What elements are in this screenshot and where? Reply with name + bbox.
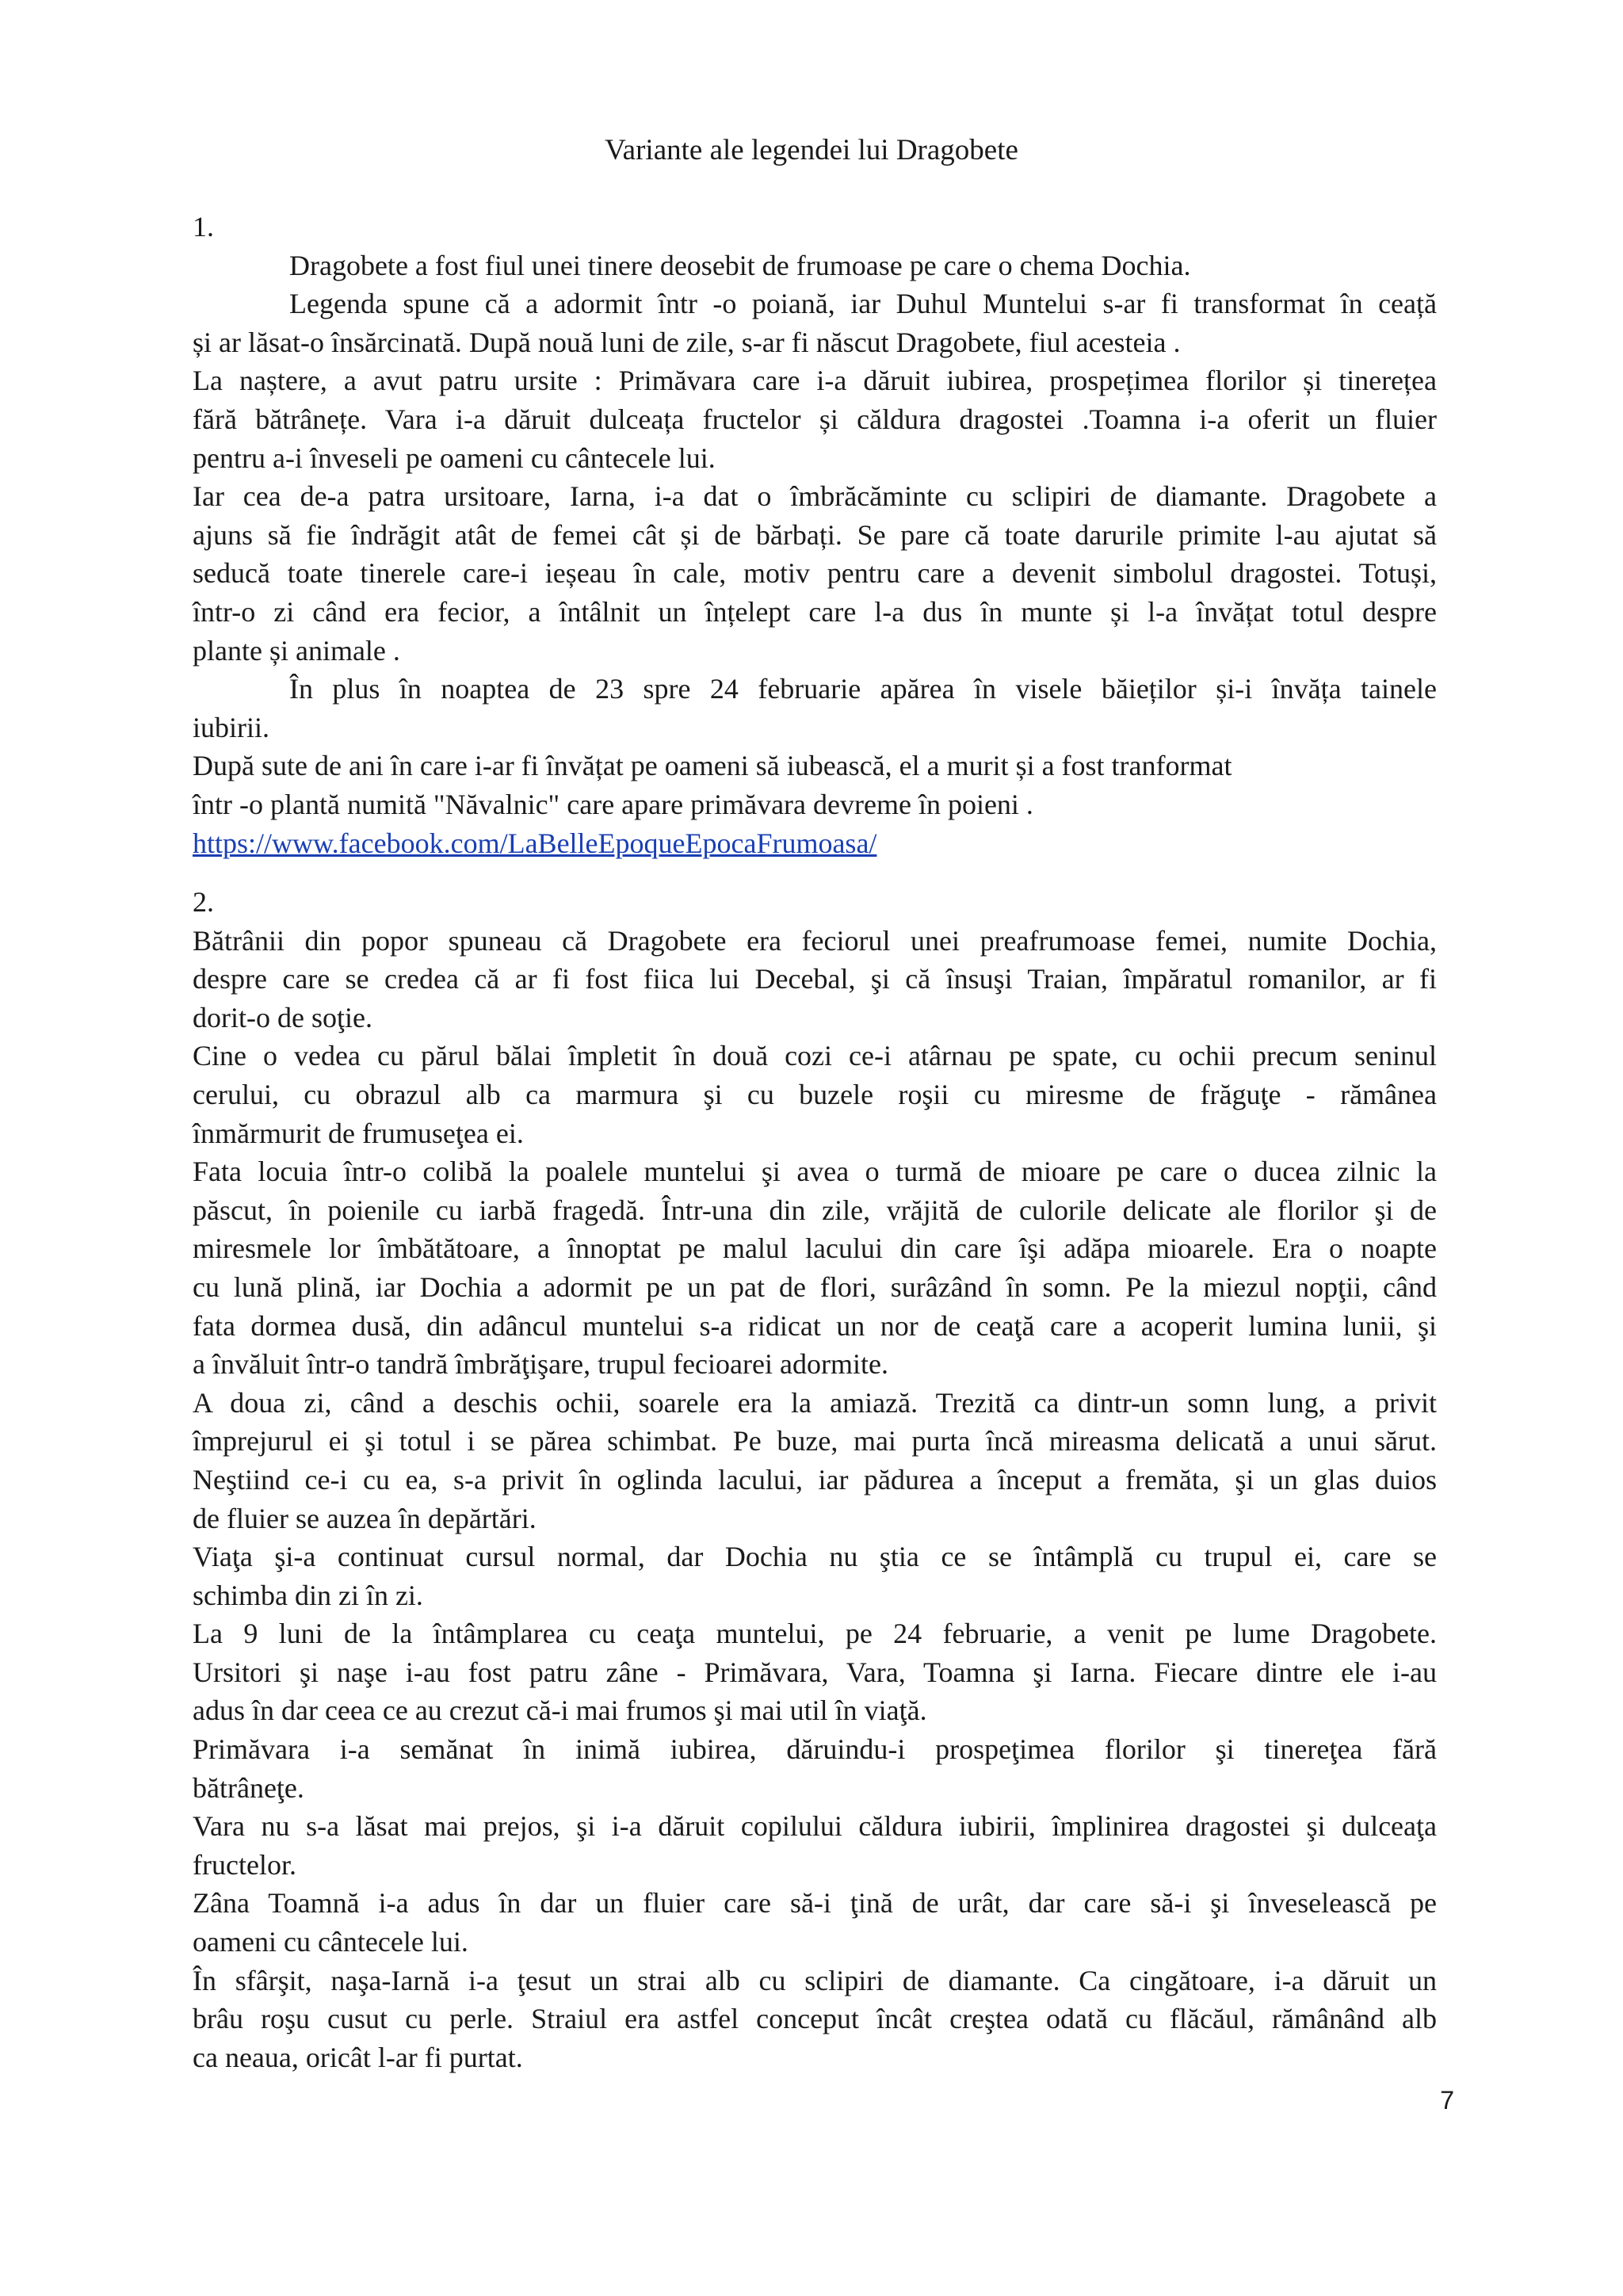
source-link[interactable]: https://www.facebook.com/LaBelleEpoqueEpocaFrumoasa/ [193, 827, 877, 859]
paragraph-line: Vara nu s-a lăsat mai prejos, şi i-a dăruit copilului căldura iubirii, împlinirea dragostei şi dulceaţa [193, 1810, 1437, 1843]
paragraph-line: În plus în noaptea de 23 spre 24 februarie apărea în visele băieților și-i învăța tainele [289, 673, 1437, 705]
paragraph-line: ca neaua, oricât l-ar fi purtat. [193, 2041, 523, 2073]
paragraph-line: fără bătrânețe. Vara i-a dăruit dulceața fructelor și căldura dragostei .Toamna i-a oferit un fluier [193, 403, 1437, 435]
paragraph-line: miresmele lor îmbătătoare, a înnoptat pe malul lacului din care îşi adăpa mioarele. Era o noapte [193, 1232, 1437, 1265]
paragraph-line: A doua zi, când a deschis ochii, soarele era la amiază. Trezită ca dintr-un somn lung, a privit [193, 1386, 1437, 1419]
paragraph-line: seducă toate tinerele care-i ieșeau în cale, motiv pentru care a devenit simbolul dragostei. Totuși, [193, 557, 1437, 590]
paragraph-line: Primăvara i-a semănat în inimă iubirea, dăruindu-i prospeţimea florilor şi tinereţea fără [193, 1733, 1437, 1766]
paragraph-line: Iar cea de-a patra ursitoare, Iarna, i-a dat o îmbrăcăminte cu sclipiri de diamante. Dragobete a [193, 480, 1437, 513]
section-number: 1. [193, 211, 214, 243]
paragraph-line: fructelor. [193, 1848, 296, 1881]
paragraph-line: cu lună plină, iar Dochia a adormit pe un pat de flori, surâzând în somn. Pe la miezul nopţii, când [193, 1270, 1437, 1303]
paragraph-line: într-o zi când era fecior, a întâlnit un înțelept care l-a dus în munte și l-a învățat totul despre [193, 595, 1437, 628]
paragraph-line: Zâna Toamnă i-a adus în dar un fluier care să-i ţină de urât, dar care să-i şi înveselească pe [193, 1887, 1437, 1920]
paragraph-line: Viaţa şi-a continuat cursul normal, dar Dochia nu ştia ce se întâmplă cu trupul ei, care se [193, 1541, 1437, 1573]
paragraph-line: dorit-o de soţie. [193, 1001, 372, 1033]
paragraph-line: cerului, cu obrazul alb ca marmura şi cu buzele roşii cu miresme de frăguţe - rămânea [193, 1078, 1437, 1110]
paragraph-line: iubirii. [193, 711, 269, 743]
paragraph-line: Bătrânii din popor spuneau că Dragobete era feciorul unei preafrumoase femei, numite Dochia, [193, 924, 1437, 957]
paragraph-line: păscut, în poienile cu iarbă fragedă. Într-una din zile, vrăjită de culorile delicate ale florilor şi de [193, 1194, 1437, 1226]
paragraph-line: În sfârşit, naşa-Iarnă i-a ţesut un strai alb cu sclipiri de diamante. Ca cingătoare, i-a dăruit un [193, 1964, 1437, 1996]
paragraph-line: fata dormea dusă, din adâncul muntelui s-a ridicat un nor de ceaţă care a acoperit lumina lunii, şi [193, 1309, 1437, 1342]
paragraph-line: adus în dar ceea ce au crezut că-i mai frumos şi mai util în viaţă. [193, 1694, 927, 1727]
section-2 [193, 883, 1437, 2076]
paragraph-line: oameni cu cântecele lui. [193, 1926, 468, 1958]
paragraph-line: și ar lăsat-o însărcinată. După nouă luni de zile, s-ar fi născut Dragobete, fiul acesteia . [193, 326, 1181, 358]
document-title: Variante ale legendei lui Dragobete [605, 134, 1018, 166]
paragraph-line: Fata locuia într-o colibă la poalele muntelui şi avea o turmă de mioare pe care o ducea zilnic la [193, 1156, 1437, 1188]
paragraph-line: La naștere, a avut patru ursite : Primăvara care i-a dăruit iubirea, prospețimea florilor și tinerețea [193, 365, 1437, 397]
paragraph-line: împrejurul ei şi totul i se părea schimbat. Pe buze, mai purta încă mireasma delicată a unui sărut. [193, 1425, 1437, 1457]
paragraph-line: într -o plantă numită "Năvalnic" care apare primăvara devreme în poieni . [193, 788, 1033, 820]
paragraph-line: de fluier se auzea în depărtări. [193, 1502, 537, 1534]
paragraph-line: După sute de ani în care i-ar fi învățat pe oameni să iubească, el a murit și a fost tranformat [193, 750, 1232, 782]
paragraph-line: schimba din zi în zi. [193, 1579, 423, 1611]
paragraph-line: bătrâneţe. [193, 1771, 304, 1804]
paragraph-line: ajuns să fie îndrăgit atât de femei cât și de bărbați. Se pare că toate darurile primite l-au ajutat să [193, 518, 1437, 551]
paragraph-line: înmărmurit de frumuseţea ei. [193, 1117, 524, 1149]
paragraph-line: Ursitori şi naşe i-au fost patru zâne - Primăvara, Vara, Toamna şi Iarna. Fiecare dintre ele i-au [193, 1656, 1437, 1688]
section-1 [193, 208, 1437, 862]
paragraph-line: despre care se credea că ar fi fost fiica lui Decebal, şi că însuşi Traian, împăratul romanilor, ar fi [193, 963, 1437, 995]
paragraph-line: brâu roşu cusut cu perle. Straiul era astfel conceput încât creştea odată cu flăcăul, rămânând alb [193, 2003, 1437, 2035]
paragraph-line: Neştiind ce-i cu ea, s-a privit în oglinda lacului, iar pădurea a început a fremăta, şi un glas duios [193, 1463, 1437, 1496]
paragraph-line: Dragobete a fost fiul unei tinere deosebit de frumoase pe care o chema Dochia. [289, 249, 1191, 281]
paragraph-line: La 9 luni de la întâmplarea cu ceaţa muntelui, pe 24 februarie, a venit pe lume Dragobete. [193, 1618, 1437, 1650]
page-number: 7 [1440, 2086, 1454, 2115]
paragraph-line: a învăluit într-o tandră îmbrăţişare, trupul fecioarei adormite. [193, 1348, 888, 1381]
paragraph-line: Legenda spune că a adormit într -o poiană, iar Duhul Muntelui s-ar fi transformat în ceață [289, 288, 1437, 320]
paragraph-line: plante și animale . [193, 634, 400, 667]
paragraph-line: pentru a-i înveseli pe oameni cu cântecele lui. [193, 441, 716, 474]
section-number: 2. [193, 886, 214, 918]
paragraph-line: Cine o vedea cu părul bălai împletit în două cozi ce-i atârnau pe spate, cu ochii precum seninul [193, 1040, 1437, 1072]
